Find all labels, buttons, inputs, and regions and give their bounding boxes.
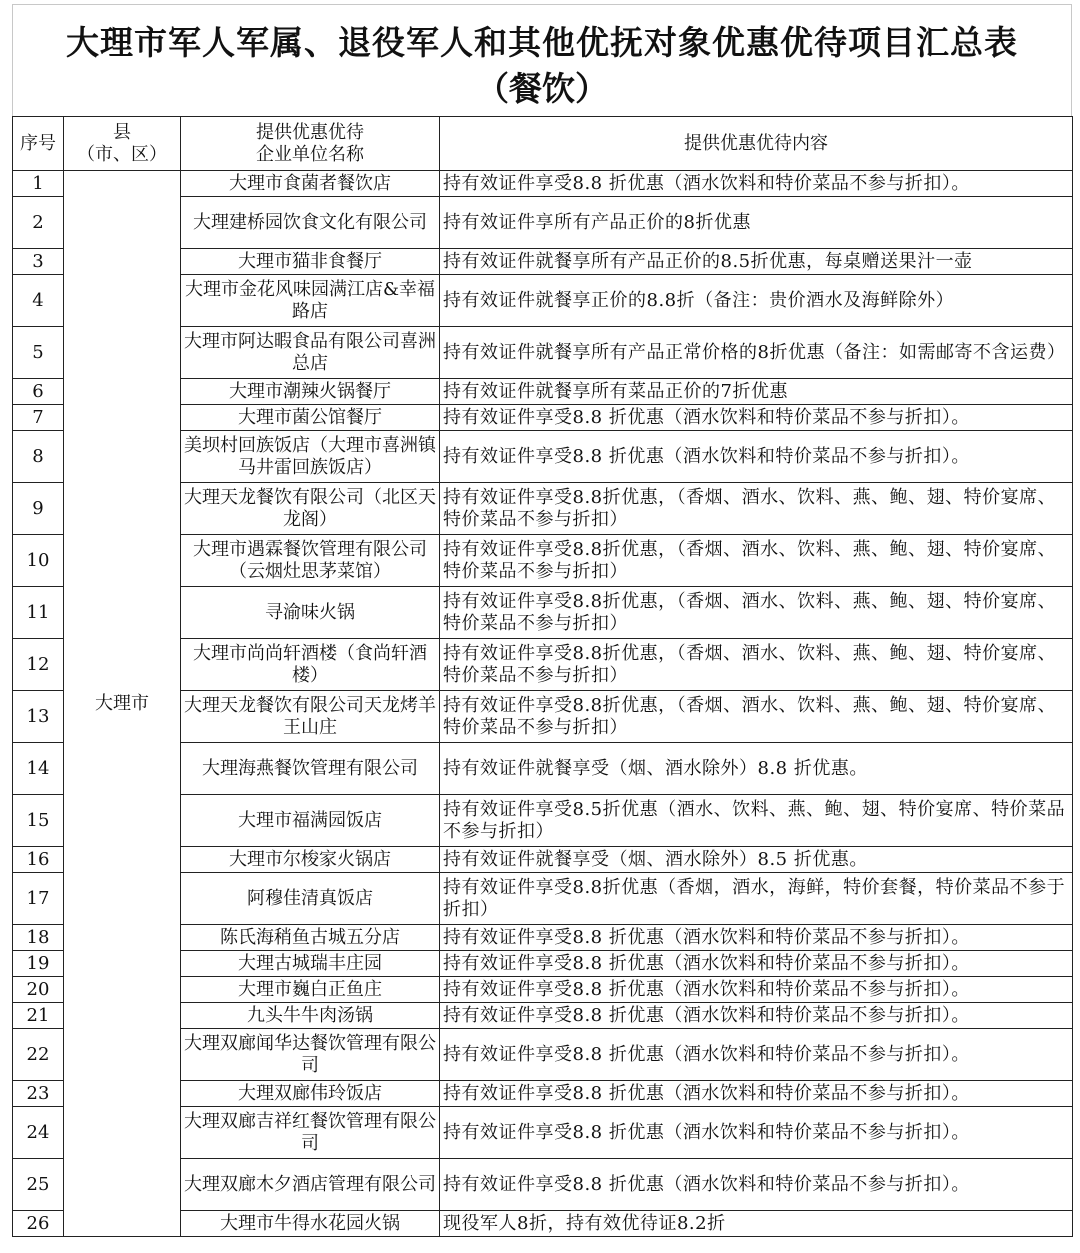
business-name: 大理双廊伟玲饭店 xyxy=(181,1081,440,1107)
benefit-content: 持有效证件享受8.8折优惠（香烟，酒水，海鲜，特价套餐，特价菜品不参于折扣） xyxy=(440,873,1073,925)
row-number: 24 xyxy=(13,1107,64,1159)
row-number: 1 xyxy=(13,171,64,197)
benefit-content: 现役军人8折，持有效优待证8.2折 xyxy=(440,1211,1073,1237)
header-county-line2: （市、区） xyxy=(77,143,167,165)
header-name-line1: 提供优惠优待 xyxy=(256,121,364,143)
row-number: 14 xyxy=(13,743,64,795)
business-name: 大理市猫非食餐厅 xyxy=(181,249,440,275)
benefit-content: 持有效证件就餐享所有菜品正价的7折优惠 xyxy=(440,379,1073,405)
business-name: 阿穆佳清真饭店 xyxy=(181,873,440,925)
row-number: 13 xyxy=(13,691,64,743)
document-subtitle: （餐饮） xyxy=(476,69,608,108)
header-no: 序号 xyxy=(13,117,64,171)
row-number: 3 xyxy=(13,249,64,275)
row-number: 7 xyxy=(13,405,64,431)
benefit-content: 持有效证件享受8.8 折优惠（酒水饮料和特价菜品不参与折扣）。 xyxy=(440,431,1073,483)
business-name: 大理市菌公馆餐厅 xyxy=(181,405,440,431)
row-number: 4 xyxy=(13,275,64,327)
business-name: 大理海燕餐饮管理有限公司 xyxy=(181,743,440,795)
benefit-content: 持有效证件享受8.8 折优惠（酒水饮料和特价菜品不参与折扣）。 xyxy=(440,171,1073,197)
business-name: 大理双廊吉祥红餐饮管理有限公司 xyxy=(181,1107,440,1159)
business-name: 大理市潮辣火锅餐厅 xyxy=(181,379,440,405)
benefit-content: 持有效证件享受8.8 折优惠（酒水饮料和特价菜品不参与折扣）。 xyxy=(440,951,1073,977)
row-number: 23 xyxy=(13,1081,64,1107)
benefit-content: 持有效证件就餐享所有产品正价的8.5折优惠，每桌赠送果汁一壶 xyxy=(440,249,1073,275)
title-block xyxy=(12,4,1072,116)
benefit-content: 持有效证件享受8.8 折优惠（酒水饮料和特价菜品不参与折扣）。 xyxy=(440,977,1073,1003)
row-number: 5 xyxy=(13,327,64,379)
business-name: 大理市福满园饭店 xyxy=(181,795,440,847)
business-name: 大理建桥园饮食文化有限公司 xyxy=(181,197,440,249)
row-number: 20 xyxy=(13,977,64,1003)
business-name: 九头牛牛肉汤锅 xyxy=(181,1003,440,1029)
business-name: 大理市金花风味园满江店&幸福路店 xyxy=(181,275,440,327)
header-county-line1: 县 xyxy=(113,121,131,143)
business-name: 陈氏海稍鱼古城五分店 xyxy=(181,925,440,951)
row-number: 9 xyxy=(13,483,64,535)
business-name: 大理市巍白正鱼庄 xyxy=(181,977,440,1003)
row-number: 21 xyxy=(13,1003,64,1029)
document-title: 大理市军人军属、退役军人和其他优抚对象优惠优待项目汇总表 xyxy=(66,23,1018,62)
business-name: 大理市尚尚轩酒楼（食尚轩酒楼） xyxy=(181,639,440,691)
benefit-content: 持有效证件享受8.5折优惠（酒水、饮料、燕、鲍、翅、特价宴席、特价菜品不参与折扣） xyxy=(440,795,1073,847)
benefit-content: 持有效证件享受8.8 折优惠（酒水饮料和特价菜品不参与折扣）。 xyxy=(440,925,1073,951)
business-name: 寻渝味火锅 xyxy=(181,587,440,639)
benefit-content: 持有效证件享受8.8 折优惠（酒水饮料和特价菜品不参与折扣）。 xyxy=(440,1029,1073,1081)
business-name: 大理市阿达暇食品有限公司喜洲总店 xyxy=(181,327,440,379)
header-name xyxy=(181,117,440,171)
business-name: 大理天龙餐饮有限公司天龙烤羊王山庄 xyxy=(181,691,440,743)
business-name: 大理天龙餐饮有限公司（北区天龙阁） xyxy=(181,483,440,535)
row-number: 18 xyxy=(13,925,64,951)
benefit-content: 持有效证件享受8.8 折优惠（酒水饮料和特价菜品不参与折扣）。 xyxy=(440,1159,1073,1211)
table-body xyxy=(13,171,1073,1237)
benefits-table xyxy=(12,116,1073,1237)
row-number: 16 xyxy=(13,847,64,873)
row-number: 15 xyxy=(13,795,64,847)
benefit-content: 持有效证件就餐享受（烟、酒水除外）8.8 折优惠。 xyxy=(440,743,1073,795)
row-number: 6 xyxy=(13,379,64,405)
business-name: 大理古城瑞丰庄园 xyxy=(181,951,440,977)
benefit-content: 持有效证件享受8.8折优惠，（香烟、酒水、饮料、燕、鲍、翅、特价宴席、特价菜品不参与折扣） xyxy=(440,483,1073,535)
row-number: 8 xyxy=(13,431,64,483)
benefit-content: 持有效证件就餐享受（烟、酒水除外）8.5 折优惠。 xyxy=(440,847,1073,873)
business-name: 大理市牛得水花园火锅 xyxy=(181,1211,440,1237)
header-county xyxy=(64,117,181,171)
benefit-content: 持有效证件就餐享所有产品正常价格的8折优惠（备注：如需邮寄不含运费） xyxy=(440,327,1073,379)
benefit-content: 持有效证件享受8.8 折优惠（酒水饮料和特价菜品不参与折扣）。 xyxy=(440,405,1073,431)
benefit-content: 持有效证件享受8.8 折优惠（酒水饮料和特价菜品不参与折扣）。 xyxy=(440,1081,1073,1107)
benefit-content: 持有效证件享受8.8折优惠，（香烟、酒水、饮料、燕、鲍、翅、特价宴席、特价菜品不参与折扣） xyxy=(440,535,1073,587)
benefit-content: 持有效证件享受8.8 折优惠（酒水饮料和特价菜品不参与折扣）。 xyxy=(440,1003,1073,1029)
business-name: 大理市遇霖餐饮管理有限公司（云烟灶思茅菜馆） xyxy=(181,535,440,587)
row-number: 26 xyxy=(13,1211,64,1237)
business-name: 大理双廊闻华达餐饮管理有限公司 xyxy=(181,1029,440,1081)
row-number: 17 xyxy=(13,873,64,925)
benefit-content: 持有效证件享受8.8折优惠，（香烟、酒水、饮料、燕、鲍、翅、特价宴席、特价菜品不参与折扣） xyxy=(440,587,1073,639)
benefit-content: 持有效证件享受8.8折优惠，（香烟、酒水、饮料、燕、鲍、翅、特价宴席、特价菜品不参与折扣） xyxy=(440,691,1073,743)
benefit-content: 持有效证件享受8.8 折优惠（酒水饮料和特价菜品不参与折扣）。 xyxy=(440,1107,1073,1159)
business-name: 大理市食菌者餐饮店 xyxy=(181,171,440,197)
header-name-line2: 企业单位名称 xyxy=(256,143,364,165)
table-row xyxy=(13,171,1073,197)
business-name: 美坝村回族饭店（大理市喜洲镇马井雷回族饭店） xyxy=(181,431,440,483)
benefit-content: 持有效证件享受8.8折优惠，（香烟、酒水、饮料、燕、鲍、翅、特价宴席、特价菜品不参与折扣） xyxy=(440,639,1073,691)
row-number: 22 xyxy=(13,1029,64,1081)
county-cell: 大理市 xyxy=(64,171,181,1237)
table-header-row xyxy=(13,117,1073,171)
row-number: 25 xyxy=(13,1159,64,1211)
benefit-content: 持有效证件就餐享正价的8.8折（备注：贵价酒水及海鲜除外） xyxy=(440,275,1073,327)
row-number: 19 xyxy=(13,951,64,977)
row-number: 11 xyxy=(13,587,64,639)
business-name: 大理双廊木夕酒店管理有限公司 xyxy=(181,1159,440,1211)
row-number: 2 xyxy=(13,197,64,249)
header-content: 提供优惠优待内容 xyxy=(440,117,1073,171)
benefit-content: 持有效证件享所有产品正价的8折优惠 xyxy=(440,197,1073,249)
row-number: 10 xyxy=(13,535,64,587)
business-name: 大理市尔梭家火锅店 xyxy=(181,847,440,873)
row-number: 12 xyxy=(13,639,64,691)
